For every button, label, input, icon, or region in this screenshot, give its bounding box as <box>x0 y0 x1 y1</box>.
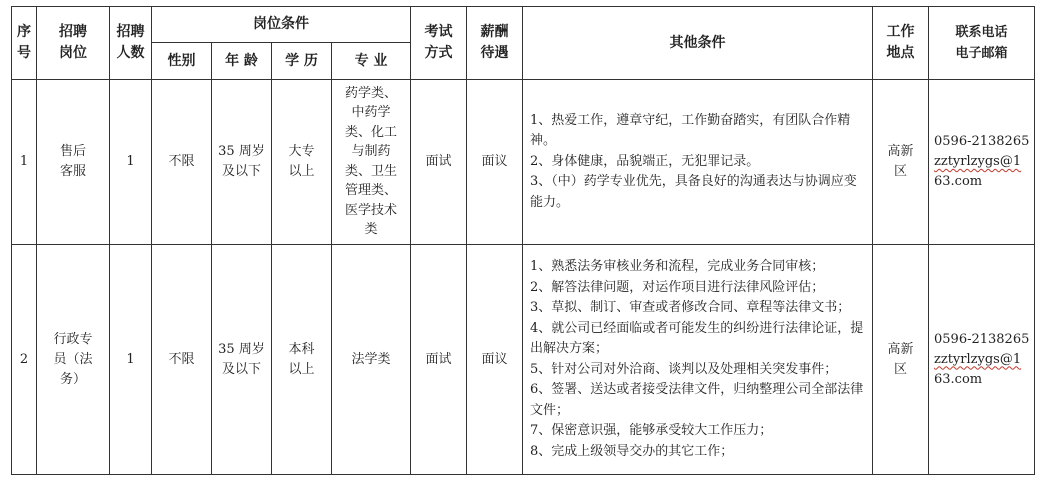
header-row-1 <box>12 7 1035 43</box>
row-contact <box>929 245 1035 475</box>
table-row <box>12 80 1035 245</box>
row-exam: 面试 <box>411 80 467 245</box>
row-gender: 不限 <box>152 245 212 475</box>
row-seq: 1 <box>12 80 37 245</box>
row-seq: 2 <box>12 245 37 475</box>
row-education: 大专 以上 <box>272 80 332 245</box>
header-major: 专 业 <box>332 43 411 80</box>
contact-email[interactable]: zztyrlzygs@1 <box>934 351 1022 367</box>
contact-phone: 0596-2138265 <box>934 331 1030 347</box>
condition-item: 8、完成上级领导交办的其它工作； <box>530 443 734 459</box>
row-major: 法学类 <box>332 245 411 475</box>
row-age: 35 周岁 及以下 <box>212 80 272 245</box>
header-gender: 性别 <box>152 43 212 80</box>
condition-item: 1、熟悉法务审核业务和流程，完成业务合同审核； <box>530 259 825 274</box>
condition-item: 7、保密意识强，能够承受较大工作压力； <box>530 423 773 438</box>
row-major: 药学类、 中药学 类、化工 与制药 类、卫生 管理类、 医学技术 类 <box>332 80 411 245</box>
header-count: 招聘 人数 <box>110 7 152 80</box>
condition-item: 5、针对公司对外洽商、谈判以及处理相关突发事件； <box>530 361 838 377</box>
contact-email-cont[interactable]: 63.com <box>934 174 983 189</box>
header-conditions: 岗位条件 <box>152 7 411 43</box>
contact-email[interactable]: zztyrlzygs@1 <box>934 154 1022 169</box>
header-age: 年 龄 <box>212 43 272 80</box>
row-position: 行政专 员（法 务） <box>37 245 110 475</box>
header-education: 学 历 <box>272 43 332 80</box>
row-education: 本科 以上 <box>272 245 332 475</box>
condition-item: 2、身体健康，品貌端正，无犯罪记录。 <box>530 153 760 169</box>
header-other: 其他条件 <box>523 7 873 80</box>
header-location: 工作 地点 <box>873 7 929 80</box>
row-exam: 面试 <box>411 245 467 475</box>
condition-item: 2、解答法律问题，对运作项目进行法律风险评估； <box>530 279 825 295</box>
header-position: 招聘 岗位 <box>37 7 110 80</box>
condition-item: 6、签署、送达或者接受法律文件，归纳整理公司全部法律文件； <box>530 382 864 418</box>
row-age: 35 周岁 及以下 <box>212 245 272 475</box>
contact-email-cont[interactable]: 63.com <box>934 371 983 387</box>
row-salary: 面议 <box>467 80 523 245</box>
header-salary: 薪酬 待遇 <box>467 7 523 80</box>
row-gender: 不限 <box>152 80 212 245</box>
row-location: 高新 区 <box>873 245 929 475</box>
condition-item: 4、就公司已经面临或者可能发生的纠纷进行法律论证，提出解决方案； <box>530 320 864 356</box>
row-count: 1 <box>110 80 152 245</box>
condition-item: 1、热爱工作，遵章守纪，工作勤奋踏实，有团队合作精神。 <box>530 112 851 149</box>
row-other-conditions <box>523 80 873 245</box>
row-count: 1 <box>110 245 152 475</box>
condition-item: 3、草拟、制订、审查或者修改合同、章程等法律文书； <box>530 300 851 315</box>
row-other-conditions <box>523 245 873 475</box>
row-position: 售后 客服 <box>37 80 110 245</box>
condition-item: 3、（中）药学专业优先，具备良好的沟通表达与协调应变能力。 <box>530 174 857 210</box>
recruitment-table <box>11 6 1035 475</box>
contact-phone: 0596-2138265 <box>934 134 1030 149</box>
table-row <box>12 245 1035 475</box>
header-contact: 联系电话 电子邮箱 <box>929 7 1035 80</box>
row-contact <box>929 80 1035 245</box>
header-seq: 序 号 <box>12 7 37 80</box>
row-location: 高新 区 <box>873 80 929 245</box>
row-salary: 面议 <box>467 245 523 475</box>
header-exam: 考试 方式 <box>411 7 467 80</box>
